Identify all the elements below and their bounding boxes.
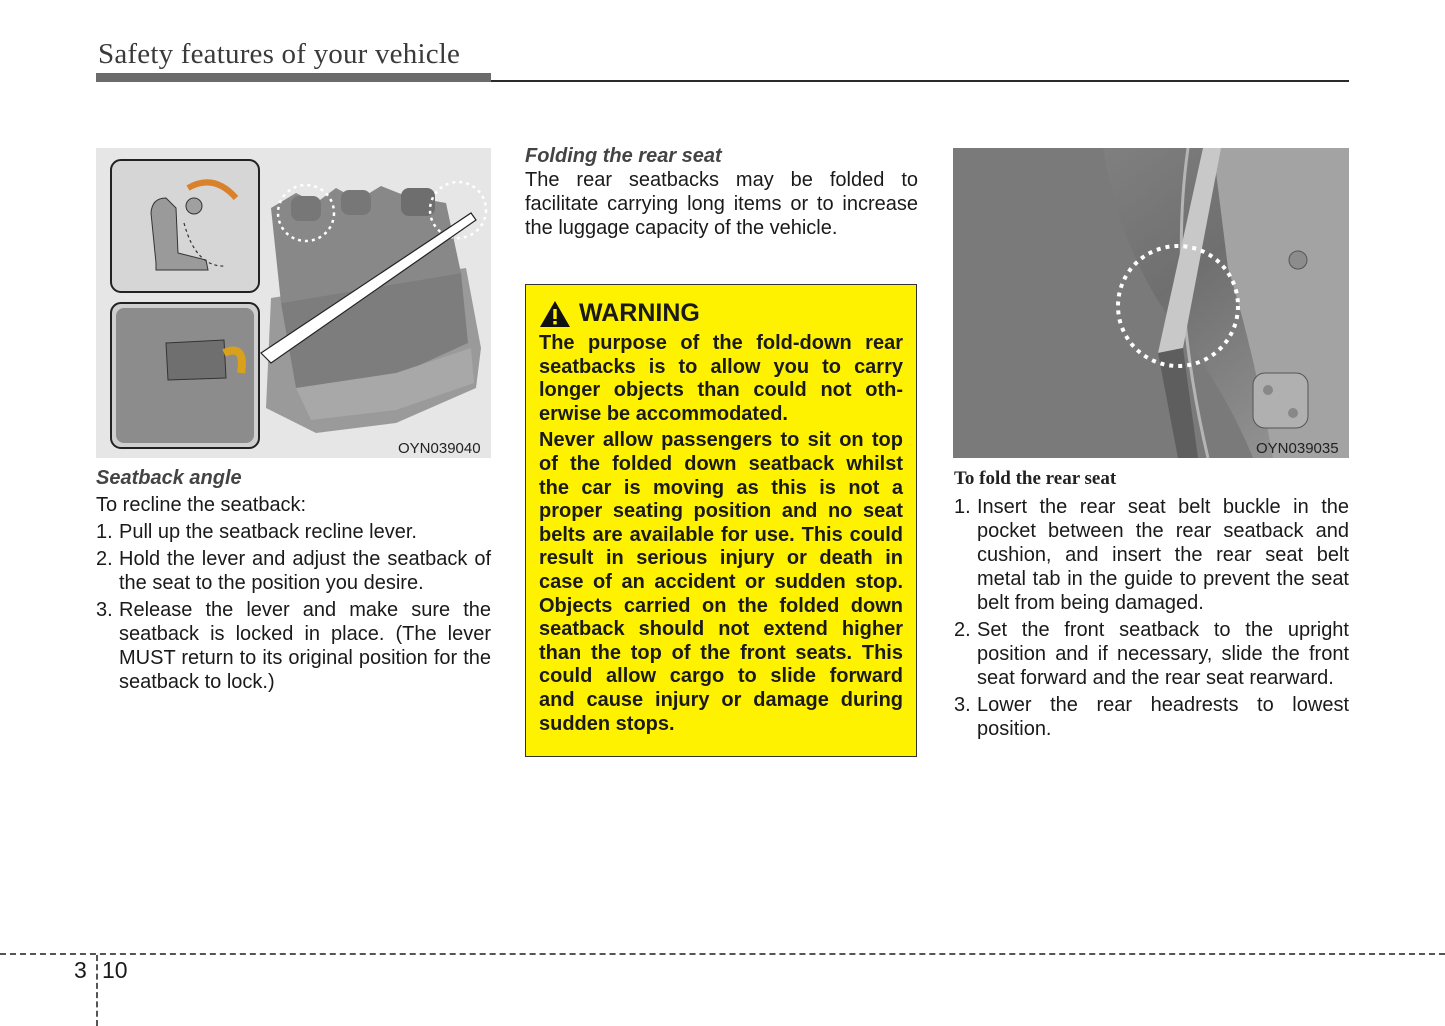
list-item: 2. Hold the lever and adjust the seatback of the seat to the position you desire.: [96, 548, 491, 594]
list-item: 1. Pull up the seatback recline lever.: [96, 521, 417, 543]
footer-rule: [0, 953, 1445, 955]
header-rule: [491, 80, 1349, 82]
list-item: 3. Lower the rear headrests to lowest position.: [954, 694, 1349, 740]
warning-paragraph-1: The purpose of the fold-down rear seatbacks is to allow you to carry longer objects than could not oth-erwise be accommodated.: [539, 332, 903, 425]
figure-code-left: OYN039040: [398, 440, 481, 457]
warning-paragraph-2: Never allow passengers to sit on top of the folded down seatback whilst the car is moving as this is not a proper seating position and no seat belts are available for use. This could result in serious injury or death in case of an accident or sudden stop. Objects carried on the folded down seatback should not extend higher than the top of the front seats. This could allow cargo to slide forward and cause injury or damage during sudden stops.: [539, 429, 903, 735]
warning-box: [525, 284, 917, 757]
list-item: 1. Insert the rear seat belt buckle in the pocket between the rear seatback and cushion, and insert the rear seat belt metal tab in the guide to prevent the seat belt from being damaged.: [954, 496, 1349, 614]
folding-heading: Folding the rear seat: [525, 145, 722, 167]
figure-seat-belt-guide: [953, 148, 1349, 458]
header-accent-bar: [96, 73, 491, 82]
chapter-number: 3: [74, 957, 87, 983]
recline-steps: [96, 520, 491, 694]
seat-recline-illustration: [96, 148, 491, 458]
folding-body: The rear seatbacks may be folded to facilitate carrying long items or to increase the luggage capacity of the vehicle.: [525, 169, 918, 239]
right-column: [954, 467, 1349, 744]
fold-rear-seat-heading: To fold the rear seat: [954, 468, 1117, 489]
middle-column: [525, 144, 918, 240]
left-column: [96, 466, 491, 697]
fold-steps: [954, 495, 1349, 741]
figure-seat-recline: [96, 148, 491, 458]
list-item: 3. Release the lever and make sure the seatback is locked in place. (The lever MUST return to its original position for the seatback to lock.): [96, 599, 491, 693]
seat-belt-guide-photo: [953, 148, 1349, 458]
recline-intro: To recline the seatback:: [96, 494, 307, 516]
list-item: 2. Set the front seatback to the upright position and if necessary, slide the front seat forward and the rear seat rearward.: [954, 619, 1349, 689]
warning-header: [539, 299, 903, 328]
page-header-title: Safety features of your vehicle: [98, 38, 461, 70]
page-number: 10: [102, 957, 128, 983]
warning-title: WARNING: [579, 299, 700, 327]
seatback-angle-heading: Seatback angle: [96, 467, 242, 489]
footer-divider: [96, 955, 98, 1026]
warning-triangle-icon: [539, 300, 571, 328]
figure-code-right: OYN039035: [1256, 440, 1339, 457]
